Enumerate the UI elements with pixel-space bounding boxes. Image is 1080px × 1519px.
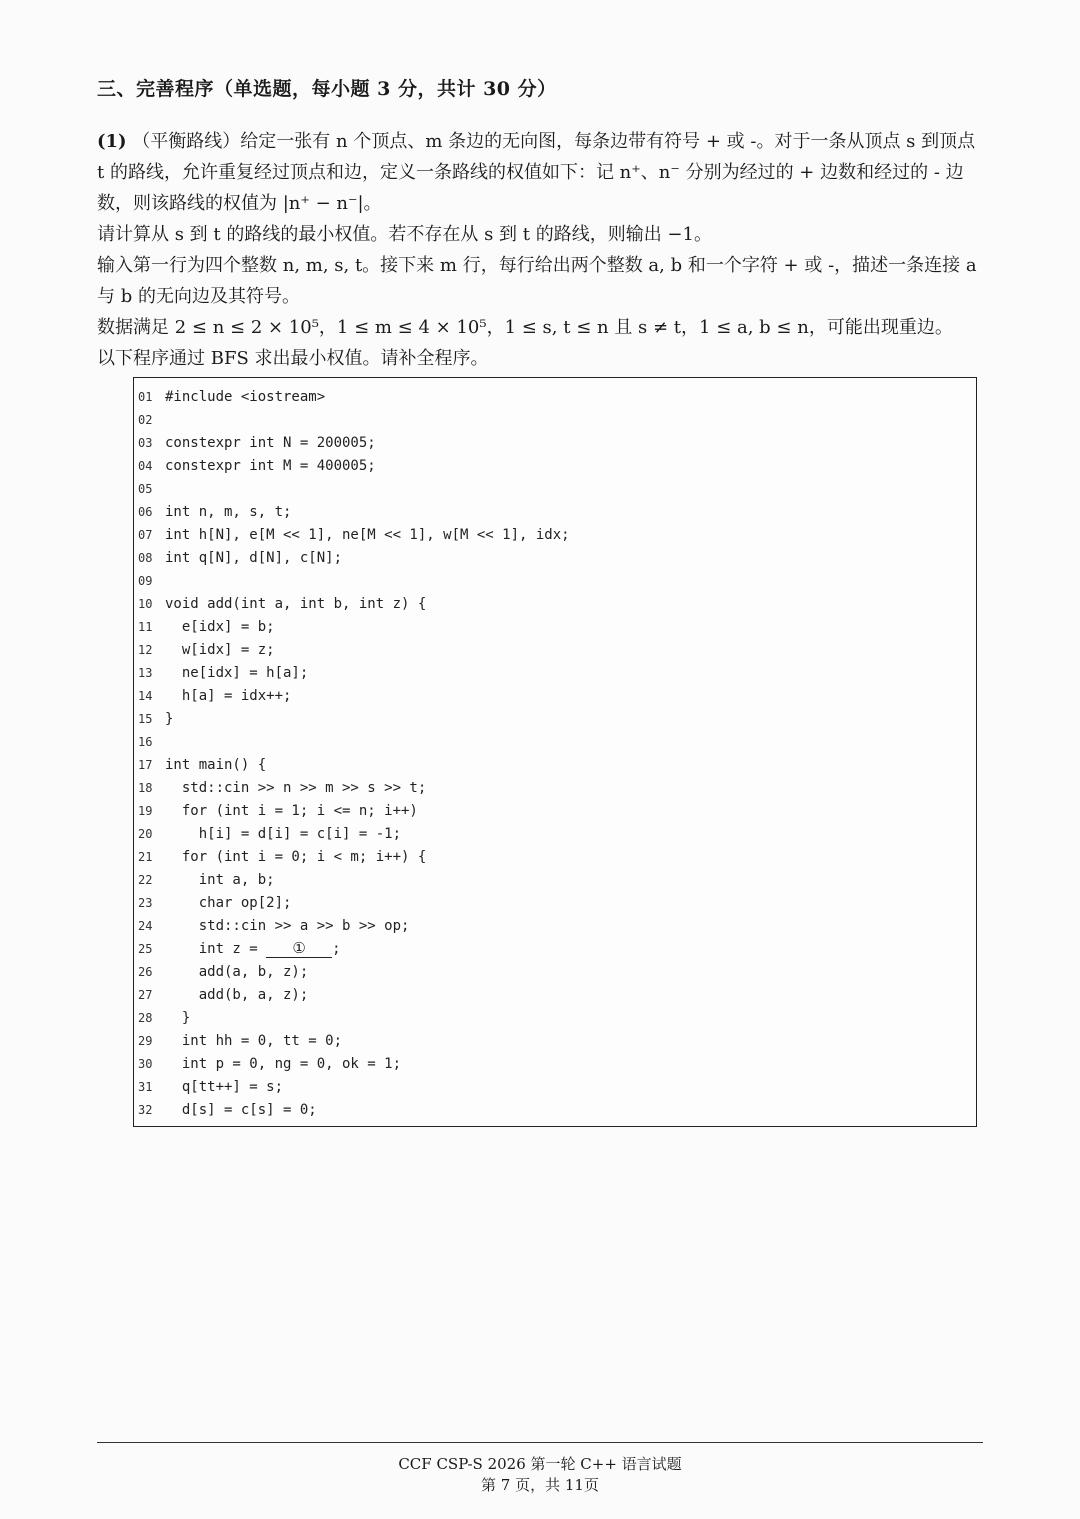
code-line (138, 1099, 570, 1122)
code-listing (133, 377, 977, 1127)
line-number: 07 (138, 528, 153, 542)
line-number: 23 (138, 896, 153, 910)
section-title: 三、完善程序（单选题，每小题 3 分，共计 30 分） (97, 78, 557, 100)
code-text: for (int i = 1; i <= n; i++) (165, 803, 418, 819)
code-line (138, 823, 570, 846)
code-line (138, 639, 570, 662)
code-text: constexpr int M = 400005; (165, 458, 376, 474)
code-text: std::cin >> a >> b >> op; (165, 918, 410, 934)
line-number: 02 (138, 413, 153, 427)
code-line (138, 616, 570, 639)
code-line (138, 800, 570, 823)
problem-statement (97, 126, 983, 374)
code-text: ne[idx] = h[a]; (165, 665, 309, 681)
code-text: int main() { (165, 757, 267, 773)
code-line (138, 846, 570, 869)
code-line (138, 915, 570, 938)
code-text: e[idx] = b; (165, 619, 275, 635)
code-line (138, 501, 570, 524)
line-number: 24 (138, 919, 153, 933)
code-line (138, 1007, 570, 1030)
code-line (138, 547, 570, 570)
line-number: 27 (138, 988, 153, 1002)
line-number: 30 (138, 1057, 153, 1071)
line-number: 20 (138, 827, 153, 841)
footer-exam-title: CCF CSP-S 2026 第一轮 C++ 语言试题 (398, 1455, 682, 1473)
line-number: 09 (138, 574, 153, 588)
code-text: q[tt++] = s; (165, 1079, 284, 1095)
line-number: 25 (138, 942, 153, 956)
code-line (138, 708, 570, 731)
code-text: } (165, 1010, 191, 1026)
line-number: 22 (138, 873, 153, 887)
line-number: 19 (138, 804, 153, 818)
code-line (138, 869, 570, 892)
line-number: 06 (138, 505, 153, 519)
code-lines (138, 386, 570, 1122)
line-number: 13 (138, 666, 153, 680)
code-line (138, 409, 570, 432)
problem-number: (1) (97, 131, 127, 152)
line-number: 16 (138, 735, 153, 749)
code-line (138, 731, 570, 754)
line-number: 32 (138, 1103, 153, 1117)
code-text: } (165, 711, 174, 727)
code-line (138, 478, 570, 501)
code-text: void add(int a, int b, int z) { (165, 596, 427, 612)
code-line (138, 662, 570, 685)
code-line (138, 386, 570, 409)
code-text: std::cin >> n >> m >> s >> t; (165, 780, 427, 796)
code-line (138, 1053, 570, 1076)
code-line (138, 938, 570, 961)
code-line (138, 777, 570, 800)
code-text: d[s] = c[s] = 0; (165, 1102, 317, 1118)
line-number: 05 (138, 482, 153, 496)
code-text: int h[N], e[M << 1], ne[M << 1], w[M << 1], idx; (165, 527, 570, 543)
code-text: char op[2]; (165, 895, 292, 911)
footer-divider (97, 1442, 983, 1443)
line-number: 04 (138, 459, 153, 473)
code-text: #include <iostream> (165, 389, 326, 405)
answer-blank: ① (266, 940, 332, 958)
line-number: 15 (138, 712, 153, 726)
line-number: 12 (138, 643, 153, 657)
code-text: int q[N], d[N], c[N]; (165, 550, 343, 566)
line-number: 21 (138, 850, 153, 864)
line-number: 17 (138, 758, 153, 772)
code-line (138, 685, 570, 708)
code-line (138, 1030, 570, 1053)
code-text: int hh = 0, tt = 0; (165, 1033, 343, 1049)
code-text: add(b, a, z); (165, 987, 309, 1003)
footer-page-number: 第 7 页，共 11页 (481, 1476, 599, 1494)
line-number: 01 (138, 390, 153, 404)
line-number: 03 (138, 436, 153, 450)
code-text: int p = 0, ng = 0, ok = 1; (165, 1056, 402, 1072)
code-line (138, 524, 570, 547)
code-line (138, 432, 570, 455)
code-text: h[a] = idx++; (165, 688, 292, 704)
code-text: w[idx] = z; (165, 642, 275, 658)
code-line (138, 892, 570, 915)
problem-paragraph-1: (1) （平衡路线）给定一张有 n 个顶点、m 条边的无向图，每条边带有符号 + 或 -。对于一条从顶点 s 到顶点 t 的路线，允许重复经过顶点和边，定义一条路线的权值如下：记 n⁺、n⁻ 分别为经过的 + 边数和经过的 - 边数，则该路线的权值为 |n⁺ − n⁻|。 (97, 131, 976, 214)
line-number: 14 (138, 689, 153, 703)
code-text: add(a, b, z); (165, 964, 309, 980)
line-number: 31 (138, 1080, 153, 1094)
code-line (138, 1076, 570, 1099)
line-number: 29 (138, 1034, 153, 1048)
code-line (138, 570, 570, 593)
code-text: int z = (165, 941, 267, 957)
line-number: 28 (138, 1011, 153, 1025)
line-number: 26 (138, 965, 153, 979)
code-text: for (int i = 0; i < m; i++) { (165, 849, 427, 865)
problem-paragraph-3: 输入第一行为四个整数 n, m, s, t。接下来 m 行，每行给出两个整数 a, b 和一个字符 + 或 -，描述一条连接 a 与 b 的无向边及其符号。 (97, 255, 977, 307)
line-number: 18 (138, 781, 153, 795)
line-number: 08 (138, 551, 153, 565)
code-text: int n, m, s, t; (165, 504, 292, 520)
code-text: int a, b; (165, 872, 275, 888)
code-text: h[i] = d[i] = c[i] = -1; (165, 826, 402, 842)
page-footer (0, 1454, 1080, 1496)
code-line (138, 961, 570, 984)
code-text: constexpr int N = 200005; (165, 435, 376, 451)
code-line (138, 984, 570, 1007)
line-number: 11 (138, 620, 153, 634)
problem-paragraph-2: 请计算从 s 到 t 的路线的最小权值。若不存在从 s 到 t 的路线，则输出 −1。 (97, 224, 712, 245)
line-number: 10 (138, 597, 153, 611)
code-text-after-blank: ; (332, 941, 341, 957)
code-line (138, 455, 570, 478)
code-line (138, 593, 570, 616)
code-line (138, 754, 570, 777)
problem-paragraph-5: 以下程序通过 BFS 求出最小权值。请补全程序。 (97, 348, 489, 369)
problem-paragraph-4: 数据满足 2 ≤ n ≤ 2 × 10⁵，1 ≤ m ≤ 4 × 10⁵，1 ≤ s, t ≤ n 且 s ≠ t，1 ≤ a, b ≤ n，可能出现重边。 (97, 317, 953, 338)
